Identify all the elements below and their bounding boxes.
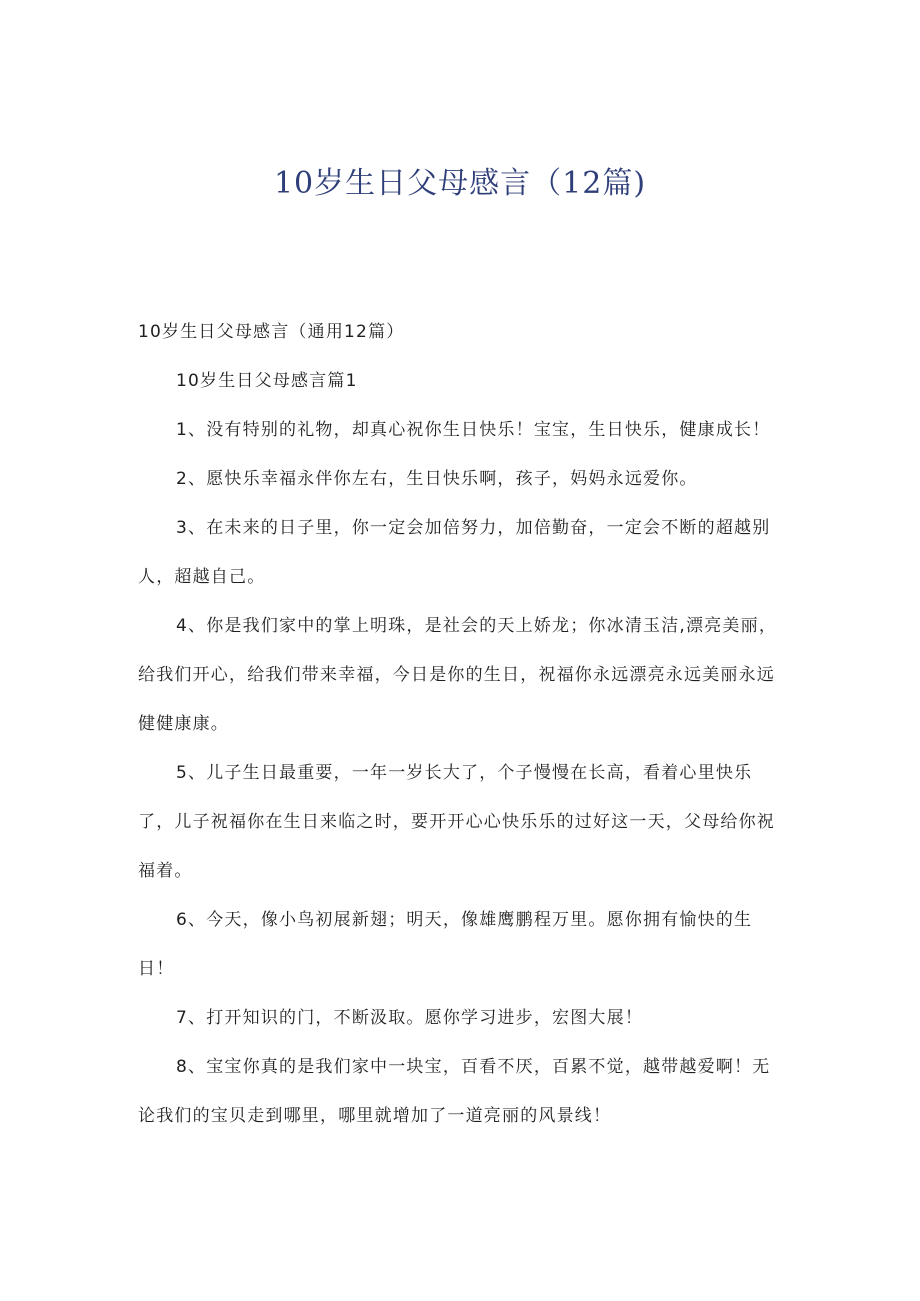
paragraph: 6、今天，像小鸟初展新翅；明天，像雄鹰鹏程万里。愿你拥有愉快的生日！ bbox=[138, 910, 753, 979]
document-body bbox=[138, 308, 780, 1141]
paragraph: 4、你是我们家中的掌上明珠，是社会的天上娇龙；你冰清玉洁,漂亮美丽，给我们开心，给我们带来幸福，今日是你的生日，祝福你永远漂亮永远美丽永远健健康康。 bbox=[138, 616, 778, 734]
paragraph: 5、儿子生日最重要，一年一岁长大了，个子慢慢在长高，看着心里快乐了，儿子祝福你在生日来临之时，要开开心心快乐乐的过好这一天，父母给你祝福着。 bbox=[138, 763, 775, 881]
paragraph: 3、在未来的日子里，你一定会加倍努力，加倍勤奋，一定会不断的超越别人，超越自己。 bbox=[138, 518, 771, 587]
paragraph: 1、没有特别的礼物，却真心祝你生日快乐！宝宝，生日快乐，健康成长！ bbox=[176, 420, 771, 440]
document-title: 10岁生日父母感言（12篇) bbox=[273, 166, 647, 201]
paragraph: 7、打开知识的门，不断汲取。愿你学习进步，宏图大展！ bbox=[176, 1008, 644, 1028]
paragraph: 2、愿快乐幸福永伴你左右，生日快乐啊，孩子，妈妈永远爱你。 bbox=[176, 469, 698, 489]
document-subtitle: 10岁生日父母感言（通用12篇） bbox=[138, 322, 405, 342]
paragraph: 8、宝宝你真的是我们家中一块宝，百看不厌，百累不觉，越带越爱啊！无论我们的宝贝走到哪里，哪里就增加了一道亮丽的风景线！ bbox=[138, 1057, 771, 1126]
section-heading: 10岁生日父母感言篇1 bbox=[176, 371, 358, 391]
